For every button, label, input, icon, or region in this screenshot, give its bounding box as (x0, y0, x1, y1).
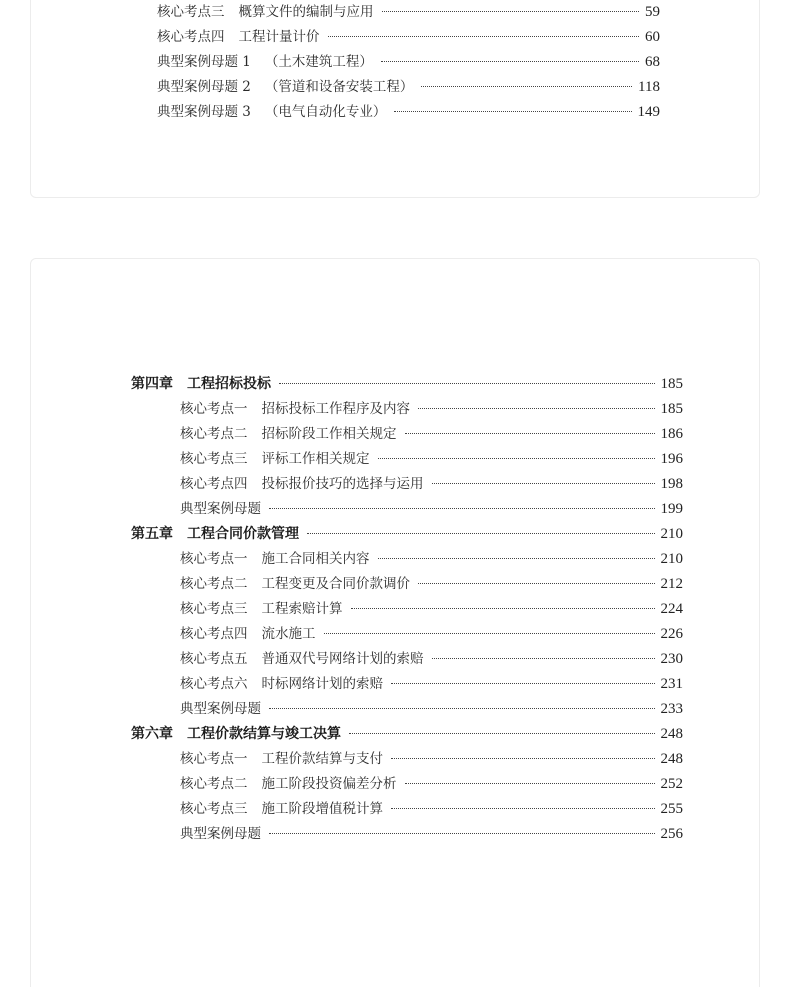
toc-entry-label (180, 672, 383, 697)
toc-entry[interactable] (180, 622, 683, 647)
toc-entry-title: 招标阶段工作相关规定 (261, 426, 397, 442)
toc-entry-number: 核心考点一 (180, 551, 248, 567)
toc-entry[interactable] (180, 397, 683, 422)
toc-entry-page-number: 59 (645, 4, 660, 20)
toc-entry-page-number: 118 (638, 79, 660, 95)
toc-entry-dot-leader (432, 483, 655, 484)
toc-entry[interactable] (180, 572, 683, 597)
toc-entry-title: （土木建筑工程） (264, 54, 373, 70)
toc-entry-label (180, 572, 410, 597)
toc-entry-label (180, 697, 261, 722)
toc-entry-title: 流水施工 (261, 626, 316, 642)
toc-entry-dot-leader (391, 758, 655, 759)
toc-entry-dot-leader (418, 408, 655, 409)
toc-entry[interactable] (180, 497, 683, 522)
toc-entry-title: （管道和设备安装工程） (264, 79, 414, 95)
toc-entry-page-number: 224 (660, 601, 683, 617)
toc-entry-number: 核心考点三 (180, 451, 248, 467)
toc-entry-number: 核心考点二 (180, 576, 248, 592)
toc-entry-page-number: 198 (660, 476, 683, 492)
toc-chapter[interactable] (131, 722, 683, 747)
toc-entry[interactable] (180, 797, 683, 822)
toc-chapter[interactable] (131, 522, 683, 547)
toc-entry[interactable] (180, 547, 683, 572)
toc-entry-title: 评标工作相关规定 (261, 451, 370, 467)
toc-entry-number: 核心考点四 (180, 476, 248, 492)
toc-entry[interactable] (157, 100, 660, 125)
toc-entry-dot-leader (418, 583, 655, 584)
toc-entry-dot-leader (328, 36, 640, 37)
toc-entry-label (180, 822, 261, 847)
toc-entry[interactable] (180, 472, 683, 497)
toc-entry-number: 核心考点四 (180, 626, 248, 642)
toc-entry-label (180, 797, 383, 822)
toc-entry-label (157, 0, 374, 25)
toc-entry[interactable] (180, 672, 683, 697)
toc-entry-dot-leader (382, 11, 640, 12)
toc-entry[interactable] (180, 822, 683, 847)
toc-entry-label (180, 772, 397, 797)
toc-chapter-label (131, 372, 271, 397)
toc-entry-page-number: 60 (645, 29, 660, 45)
toc-entry-title: 施工阶段增值税计算 (261, 801, 383, 817)
toc-entry-dot-leader (269, 708, 655, 709)
toc-entry-label (180, 647, 424, 672)
toc-entry-dot-leader (378, 558, 655, 559)
toc-chapter-number: 第六章 (131, 726, 173, 742)
toc-entry-title: 工程计量计价 (238, 29, 320, 45)
toc-entry-label (180, 597, 343, 622)
toc-chapter-dot-leader (307, 533, 655, 534)
toc-entry[interactable] (180, 747, 683, 772)
toc-entry-number: 核心考点二 (180, 426, 248, 442)
toc-entry-number: 核心考点三 (180, 801, 248, 817)
toc-entry-page-number: 68 (645, 54, 660, 70)
toc-entry-title: 施工合同相关内容 (261, 551, 370, 567)
toc-entry-dot-leader (391, 808, 655, 809)
toc-entry-dot-leader (269, 508, 655, 509)
toc-entry-label (180, 622, 316, 647)
toc-entry-dot-leader (405, 433, 655, 434)
toc-entry[interactable] (157, 50, 660, 75)
toc-chapter-dot-leader (349, 733, 655, 734)
toc-entry-number: 核心考点四 (157, 29, 225, 45)
toc-entry-page-number: 255 (660, 801, 683, 817)
toc-entry-dot-leader (394, 111, 631, 112)
toc-chapter-page-number: 210 (660, 526, 683, 542)
toc-entry-title: 工程价款结算与支付 (261, 751, 383, 767)
toc-entry-number: 典型案例母题 (180, 826, 261, 842)
toc-entry-title: 时标网络计划的索赔 (261, 676, 383, 692)
toc-chapter[interactable] (131, 372, 683, 397)
toc-entry-page-number: 149 (637, 104, 660, 120)
toc-entry-page-number: 231 (660, 676, 683, 692)
toc-entry-dot-leader (421, 86, 632, 87)
toc-entry-number: 典型案例母题 2 (157, 79, 251, 95)
toc-entry-page-number: 256 (660, 826, 683, 842)
toc-chapter-label (131, 522, 299, 547)
toc-entry-number: 典型案例母题 (180, 701, 261, 717)
toc-chapter-dot-leader (279, 383, 655, 384)
toc-entry-label (180, 422, 397, 447)
toc-entry-number: 典型案例母题 3 (157, 104, 251, 120)
toc-entry[interactable] (157, 25, 660, 50)
toc-entry-label (157, 75, 413, 100)
toc-entry[interactable] (180, 447, 683, 472)
toc-entry[interactable] (157, 75, 660, 100)
toc-entry-number: 核心考点五 (180, 651, 248, 667)
toc-entry-dot-leader (351, 608, 655, 609)
toc-chapter-title: 工程招标投标 (187, 376, 271, 392)
toc-chapter-number: 第五章 (131, 526, 173, 542)
toc-entry-title: （电气自动化专业） (264, 104, 387, 120)
toc-entry-number: 核心考点二 (180, 776, 248, 792)
toc-entry-label (157, 50, 373, 75)
toc-entry-title: 投标报价技巧的选择与运用 (261, 476, 424, 492)
toc-entry-page-number: 230 (660, 651, 683, 667)
toc-chapter-page-number: 185 (660, 376, 683, 392)
toc-entry-label (180, 547, 370, 572)
toc-entry[interactable] (157, 0, 660, 25)
toc-entry-title: 招标投标工作程序及内容 (261, 401, 410, 417)
toc-entry-page-number: 186 (660, 426, 683, 442)
toc-entry-number: 核心考点三 (180, 601, 248, 617)
toc-entry-dot-leader (324, 633, 655, 634)
toc-entry-dot-leader (432, 658, 655, 659)
toc-entry-label (180, 472, 424, 497)
toc-entry-label (180, 447, 370, 472)
toc-entry-page-number: 252 (660, 776, 683, 792)
toc-entry-number: 典型案例母题 1 (157, 54, 251, 70)
toc-entry-title: 施工阶段投资偏差分析 (261, 776, 397, 792)
toc-chapter-title: 工程合同价款管理 (187, 526, 299, 542)
toc-chapter-title: 工程价款结算与竣工决算 (187, 726, 341, 742)
toc-entry-label (157, 100, 386, 125)
toc-entry-page-number: 185 (660, 401, 683, 417)
toc-entry-page-number: 210 (660, 551, 683, 567)
toc-entry-number: 核心考点三 (157, 4, 225, 20)
toc-entry-label (180, 397, 410, 422)
toc-entry-title: 工程变更及合同价款调价 (261, 576, 410, 592)
toc-entry-number: 核心考点一 (180, 401, 248, 417)
toc-entry-page-number: 248 (660, 751, 683, 767)
toc-entry-title: 概算文件的编制与应用 (238, 4, 374, 20)
toc-chapter-label (131, 722, 341, 747)
toc-chapter-page-number: 248 (660, 726, 683, 742)
toc-entry-number: 核心考点一 (180, 751, 248, 767)
toc-entry[interactable] (180, 697, 683, 722)
toc-entry[interactable] (180, 772, 683, 797)
toc-entry-label (157, 25, 320, 50)
toc-entry-number: 核心考点六 (180, 676, 248, 692)
toc-entry-label (180, 497, 261, 522)
toc-entry[interactable] (180, 647, 683, 672)
toc-entry-dot-leader (378, 458, 655, 459)
toc-entry-dot-leader (405, 783, 655, 784)
toc-entry[interactable] (180, 597, 683, 622)
toc-entry-page-number: 233 (660, 701, 683, 717)
toc-entry[interactable] (180, 422, 683, 447)
toc-entry-dot-leader (269, 833, 655, 834)
toc-entry-page-number: 212 (660, 576, 683, 592)
toc-entry-page-number: 196 (660, 451, 683, 467)
toc-entry-dot-leader (391, 683, 655, 684)
toc-entry-page-number: 199 (660, 501, 683, 517)
toc-entry-dot-leader (381, 61, 639, 62)
toc-entry-title: 工程索赔计算 (261, 601, 343, 617)
toc-entry-number: 典型案例母题 (180, 501, 261, 517)
toc-chapter-number: 第四章 (131, 376, 173, 392)
toc-entry-title: 普通双代号网络计划的索赔 (261, 651, 424, 667)
toc-entry-label (180, 747, 383, 772)
toc-entry-page-number: 226 (660, 626, 683, 642)
